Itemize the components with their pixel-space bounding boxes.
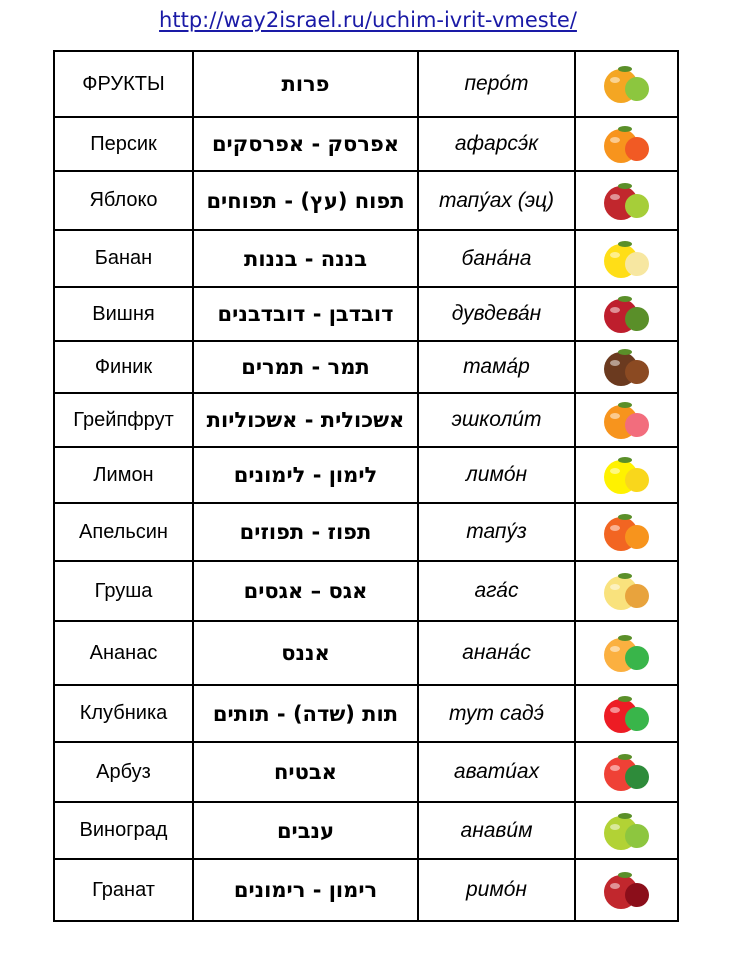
date-fruit-icon [595, 344, 659, 390]
table-row [54, 287, 678, 341]
transliteration: бана́на [418, 230, 575, 287]
pear-icon [595, 568, 659, 614]
cherry-icon [595, 291, 659, 337]
hebrew-word: אגס – אגסים [193, 561, 418, 621]
table-row [54, 503, 678, 561]
banana-icon [595, 236, 659, 282]
fruit-basket-icon [595, 61, 659, 107]
fruit-picture [575, 621, 678, 685]
transliteration: перо́т [418, 51, 575, 117]
strawberry-icon [595, 691, 659, 737]
hebrew-word: בננה - בננות [193, 230, 418, 287]
transliteration: дувдева́н [418, 287, 575, 341]
transliteration: лимо́н [418, 447, 575, 503]
fruit-picture [575, 503, 678, 561]
transliteration: анави́м [418, 802, 575, 859]
hebrew-word: תפוז - תפוזים [193, 503, 418, 561]
fruit-picture [575, 561, 678, 621]
fruit-picture [575, 393, 678, 447]
hebrew-word: תפוח (עץ) - תפוחים [193, 171, 418, 230]
russian-word: Лимон [54, 447, 193, 503]
hebrew-word: אפרסק - אפרסקים [193, 117, 418, 171]
fruit-picture [575, 287, 678, 341]
grapes-icon [595, 808, 659, 854]
table-row [54, 621, 678, 685]
russian-word: Гранат [54, 859, 193, 921]
orange-icon [595, 509, 659, 555]
fruit-picture [575, 859, 678, 921]
fruit-picture [575, 51, 678, 117]
hebrew-word: פרות [193, 51, 418, 117]
table-row [54, 802, 678, 859]
hebrew-word: לימון - לימונים [193, 447, 418, 503]
russian-word: ФРУКТЫ [54, 51, 193, 117]
russian-word: Грейпфрут [54, 393, 193, 447]
peach-icon [595, 121, 659, 167]
russian-word: Арбуз [54, 742, 193, 802]
transliteration: римо́н [418, 859, 575, 921]
transliteration: авати́ах [418, 742, 575, 802]
fruit-picture [575, 341, 678, 393]
fruit-picture [575, 685, 678, 742]
lemon-icon [595, 452, 659, 498]
pineapple-icon [595, 630, 659, 676]
russian-word: Виноград [54, 802, 193, 859]
hebrew-word: דובדבן - דובדבנים [193, 287, 418, 341]
hebrew-word: תות (שדה) - תותים [193, 685, 418, 742]
russian-word: Персик [54, 117, 193, 171]
transliteration: эшколи́т [418, 393, 575, 447]
fruit-picture [575, 447, 678, 503]
table-row [54, 117, 678, 171]
transliteration: анана́с [418, 621, 575, 685]
pomegranate-icon [595, 867, 659, 913]
russian-word: Финик [54, 341, 193, 393]
transliteration: ага́с [418, 561, 575, 621]
transliteration: тапу́ах (эц) [418, 171, 575, 230]
transliteration: афарсэ́к [418, 117, 575, 171]
transliteration: тут садэ́ [418, 685, 575, 742]
table-row [54, 447, 678, 503]
fruit-vocabulary-table [53, 50, 679, 922]
russian-word: Вишня [54, 287, 193, 341]
table-header-row [54, 51, 678, 117]
table-row [54, 742, 678, 802]
table-row [54, 561, 678, 621]
transliteration: тама́р [418, 341, 575, 393]
fruit-picture [575, 117, 678, 171]
russian-word: Груша [54, 561, 193, 621]
hebrew-word: אשכולית - אשכוליות [193, 393, 418, 447]
source-url[interactable]: http://way2israel.ru/uchim-ivrit-vmeste/ [159, 8, 577, 32]
russian-word: Клубника [54, 685, 193, 742]
hebrew-word: תמר - תמרים [193, 341, 418, 393]
russian-word: Апельсин [54, 503, 193, 561]
hebrew-word: אננס [193, 621, 418, 685]
russian-word: Яблоко [54, 171, 193, 230]
fruit-picture [575, 230, 678, 287]
hebrew-word: אבטיח [193, 742, 418, 802]
table-row [54, 230, 678, 287]
watermelon-icon [595, 749, 659, 795]
hebrew-word: רימון - רימונים [193, 859, 418, 921]
hebrew-word: ענבים [193, 802, 418, 859]
table-row [54, 685, 678, 742]
fruit-picture [575, 802, 678, 859]
russian-word: Банан [54, 230, 193, 287]
table-row [54, 171, 678, 230]
fruit-picture [575, 742, 678, 802]
table-row [54, 393, 678, 447]
apple-icon [595, 178, 659, 224]
table-row [54, 859, 678, 921]
table-row [54, 341, 678, 393]
russian-word: Ананас [54, 621, 193, 685]
fruit-picture [575, 171, 678, 230]
grapefruit-icon [595, 397, 659, 443]
transliteration: тапу́з [418, 503, 575, 561]
